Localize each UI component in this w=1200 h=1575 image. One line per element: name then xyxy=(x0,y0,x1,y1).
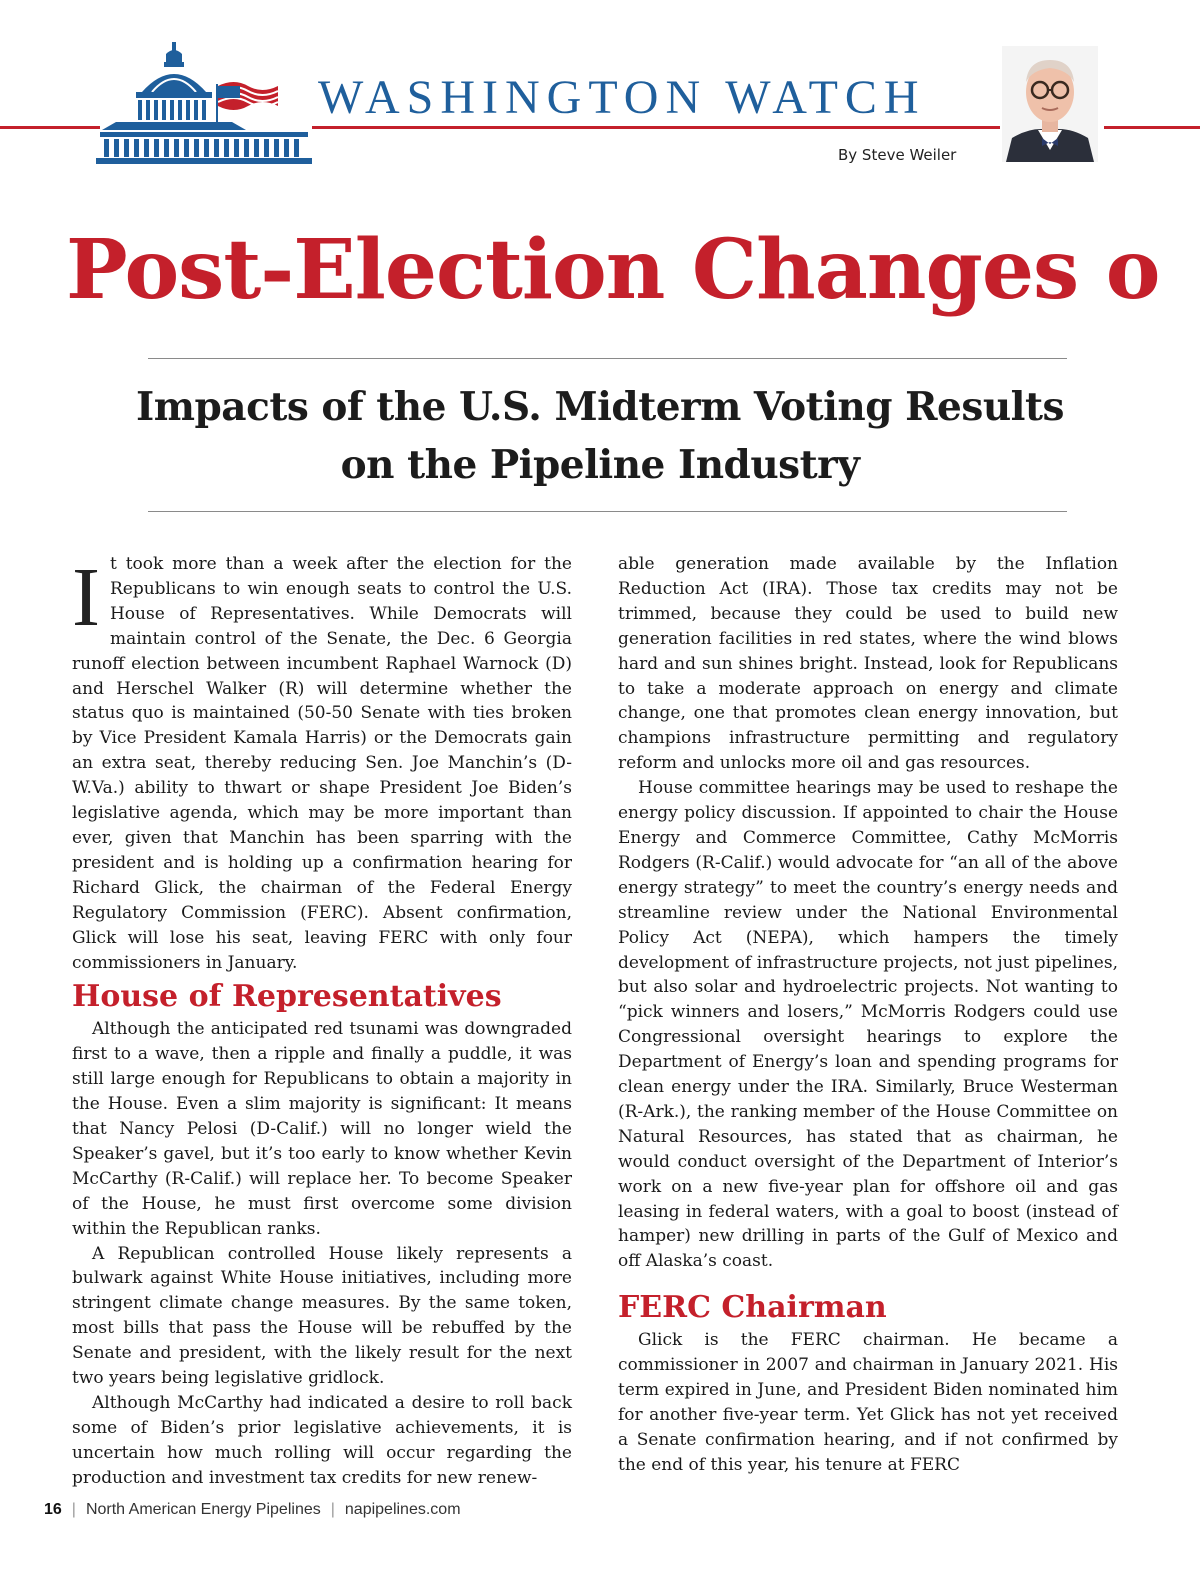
intro-text: t took more than a week after the election for the Republicans to win enough seats to control the U.S. House of Representatives. While Democrats will maintain control of the Senate, the Dec. 6 Georgia runoff election between incumbent Raphael Warnock (D) and Herschel Walker (R) will determine whether the status quo is maintained (50-50 Senate with ties broken by Vice President Kamala Harris) or the Democrats gain an extra seat, thereby reducing Sen. Joe Manchin’s (D-W.Va.) ability to thwart or shape President Joe Biden’s legislative agenda, which may be more important than ever, given that Manchin has been sparring with the president and is holding up a confirmation hearing for Richard Glick, the chairman of the Federal Energy Regulatory Commission (FERC). Absent confirmation, Glick will lose his seat, leaving FERC with only four commissioners in January. xyxy=(72,554,572,973)
page-footer xyxy=(44,1501,461,1519)
body-paragraph: House committee hearings may be used to reshape the energy policy discussion. If appointed to chair the House Energy and Commerce Committee, Cathy McMorris Rodgers (R-Calif.) would advocate for “an all of the above energy strategy” to meet the country’s energy needs and streamline review under the National Environmental Policy Act (NEPA), which hampers the timely development of infrastructure projects, not just pipelines, but also solar and hydroelectric projects. Not wanting to “pick winners and losers,” McMorris Rodgers could use Congressional oversight hearings to explore the Department of Energy’s loan and spending programs for clean energy under the IRA. Similarly, Bruce Westerman (R-Ark.), the ranking member of the House Committee on Natural Resources, has stated that as chairman, he would conduct oversight of the Department of Interior’s work on a new five-year plan for offshore oil and gas leasing in federal waters, with a goal to boost (instead of hamper) new drilling in parts of the Gulf of Mexico and off Alaska’s coast. xyxy=(618,778,1118,1272)
section-heading-house: House of Representatives xyxy=(72,979,502,1015)
page-number: 16 xyxy=(44,1501,62,1518)
header-rule-left xyxy=(0,126,100,129)
intro-paragraph xyxy=(72,552,572,975)
subhead-line-2: on the Pipeline Industry xyxy=(340,442,860,488)
section-title: WASHINGTON WATCH xyxy=(318,71,926,124)
body-paragraph: Glick is the FERC chairman. He became a commissioner in 2007 and chairman in January 2021. His term expired in June, and President Biden nominated him for another five-year term. Yet Glick has not yet received a Senate confirmation hearing, and if not confirmed by the end of this year, his tenure at FERC xyxy=(618,1330,1118,1475)
footer-divider: | xyxy=(71,1501,76,1518)
body-paragraph-continued xyxy=(72,1391,572,1491)
headline-rule-bottom xyxy=(148,511,1067,512)
headline: Post-Election Changes o xyxy=(66,222,1160,318)
article-column-right xyxy=(618,552,1118,1478)
body-paragraph-continuation xyxy=(618,552,1118,776)
body-paragraph: Although the anticipated red tsunami was downgraded first to a wave, then a ripple and finally a puddle, it was still large enough for Republicans to obtain a majority in the House. Even a slim majority is significant: It means that Nancy Pelosi (D-Calif.) will no longer wield the Speaker’s gavel, but it’s too early to know whether Kevin McCarthy (R-Calif.) will replace her. To become Speaker of the House, he must first overcome some division within the Republican ranks. xyxy=(72,1019,572,1239)
drop-cap: I xyxy=(72,551,100,644)
headline-rule-top xyxy=(148,358,1067,359)
subhead-line-1: Impacts of the U.S. Midterm Voting Results xyxy=(136,384,1064,430)
footer-divider: | xyxy=(330,1501,335,1518)
capitol-dome-logo xyxy=(96,40,312,166)
author-portrait xyxy=(1002,46,1098,162)
subheadline xyxy=(100,378,1100,494)
body-paragraph: A Republican controlled House likely represents a bulwark against White House initiatives, including more stringent climate change measures. By the same token, most bills that pass the House will be rebuffed by the Senate and president, with the likely result for the next two years being legislative gridlock. xyxy=(72,1243,572,1389)
website-link[interactable]: napipelines.com xyxy=(344,1501,461,1518)
article-column-left xyxy=(72,552,572,1491)
section-heading-ferc: FERC Chairman xyxy=(618,1290,887,1326)
body-text-part: Although McCarthy had indicated a desire to roll back some of Biden’s prior legislative achievements, it is uncertain how much rolling will occur regarding the production and investment tax credits for new renew- xyxy=(72,1393,572,1488)
flag-icon xyxy=(217,82,278,122)
body-text-part: able generation made available by the Inflation Reduction Act (IRA). Those tax credits may not be trimmed, because they could be used to build new generation facilities in red states, where the wind blows hard and sun shines bright. Instead, look for Republicans to take a moderate approach on energy and climate change, one that promotes clean energy innovation, but champions infrastructure permitting and regulatory reform and unlocks more oil and gas resources. xyxy=(618,554,1118,774)
publication-name: North American Energy Pipelines xyxy=(85,1501,321,1518)
byline: By Steve Weiler xyxy=(838,146,957,164)
header-rule-middle xyxy=(312,126,1000,129)
header-rule-right xyxy=(1104,126,1200,129)
